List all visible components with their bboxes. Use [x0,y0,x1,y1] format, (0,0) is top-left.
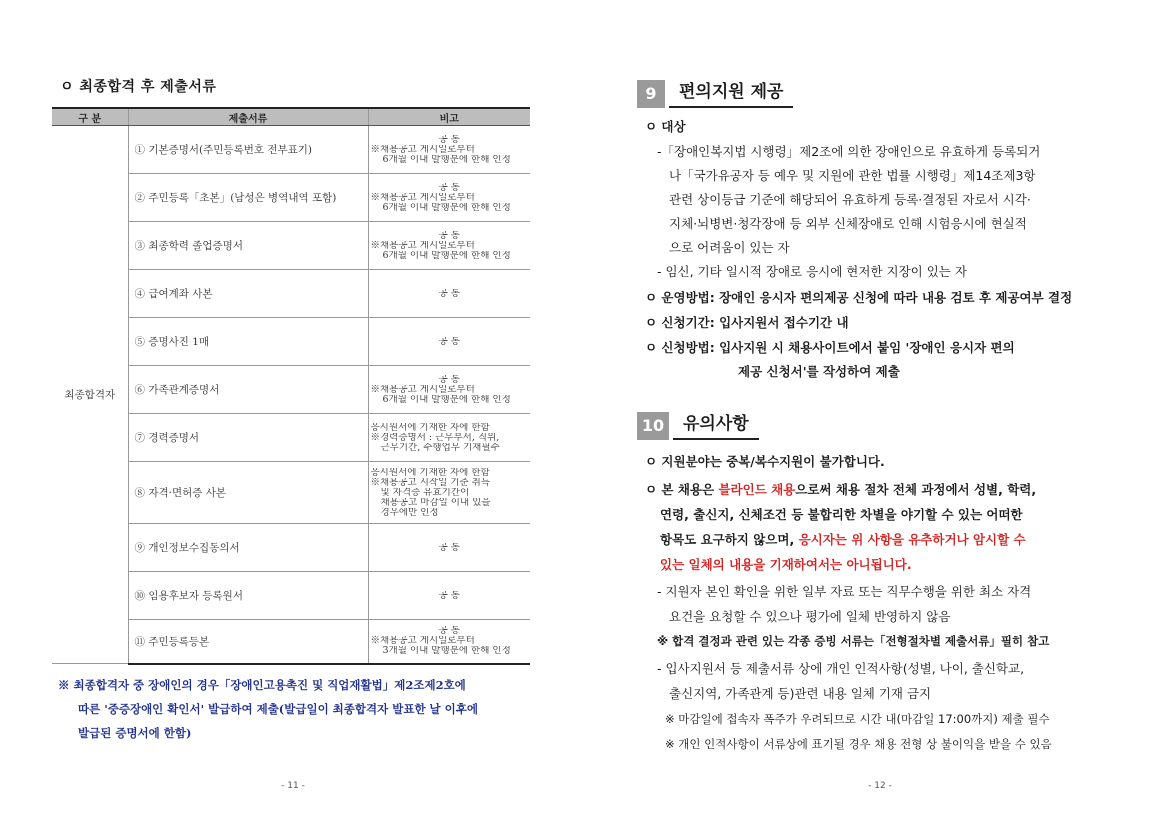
page-number: - 12 - [868,781,892,791]
note-cell [368,222,530,270]
section-title: 유의사항 [673,410,759,440]
section-10-header [637,410,759,440]
target-line: 나「국가유공자 등 예우 및 지원에 관한 법률 시행령」제14조제3항 [669,168,1036,183]
note-cell [368,318,530,366]
category-final-passers: 최종합격자 [52,126,128,664]
section-9-header [637,78,793,108]
note-line: 6개월 이내 발행분에 한해 인정 [382,394,511,405]
section-number-badge: 10 [637,412,669,440]
target-line: 관련 상이등급 기준에 해당되어 유효하게 등록·결정된 자로서 시각· [669,192,1031,207]
required-docs-note: ※ 합격 결정과 관련 있는 각종 증빙 서류는「전형절차별 제출서류」필히 참고 [657,634,1050,648]
final-docs-table [52,107,530,665]
target-line: -「장애인복지법 시행령」제2조에 의한 장애인으로 유효하게 등록되거 [657,144,1041,159]
table-header-row [52,108,530,126]
deadline-note: ※ 마감일에 접속자 폭주가 우려되므로 시간 내(마감일 17:00까지) 제출 필수 [665,712,1050,726]
text-segment: 으로써 채용 절차 전체 과정에서 성별, 학력, [795,482,1037,497]
right-page [585,0,1170,827]
target-line: 지체·뇌병변·청각장애 등 외부 신체장애로 인해 시험응시에 현실적 [669,216,1027,231]
doc-cell: ⑧ 자격·면허증 사본 [128,462,368,524]
note-line: 6개월 이내 발행분에 한해 인정 [382,250,511,261]
operation-method: ㅇ 운영방법: 장애인 응시자 편의제공 신청에 따라 내용 검토 후 제공여부 결정 [645,290,1073,305]
note-line: ※채용공고 게시일로부터 [370,636,475,647]
doc-cell: ⑥ 가족관계증명서 [128,366,368,414]
application-method-cont: 제공 신청서'를 작성하여 제출 [738,364,900,379]
doc-cell: ⑦ 경력증명서 [128,414,368,462]
note-line: 근무기간, 수행업무 기재필수 [380,442,500,453]
warning-highlight: 응시자는 위 사항을 유추하거나 암시할 수 [798,532,1026,547]
note-line: 공 통 [438,542,460,553]
note-line: 채용공고 마감일 이내 있을 [380,497,491,508]
doc-cell: ④ 급여계좌 사본 [128,270,368,318]
doc-cell: ⑤ 증명사진 1매 [128,318,368,366]
note-line: 공 통 [438,336,460,347]
section-title: 편의지원 제공 [669,78,793,108]
text-segment: 항목도 요구하지 않으며, [660,532,799,547]
section-heading-final-docs: ㅇ 최종합격 후 제출서류 [60,79,217,95]
page-number: - 11 - [281,781,305,791]
doc-cell: ① 기본증명서(주민등록번호 전부표기) [128,126,368,174]
application-method: ㅇ 신청방법: 입사지원 시 채용사이트에서 붙임 '장애인 응시자 편의 [645,340,1015,355]
note-line: 공 통 [438,134,460,145]
sub-item-line: 요건을 요청할 수 있으나 평가에 일체 반영하지 않음 [669,609,951,624]
blind-hiring-line: 연령, 출신지, 신체조건 등 불합리한 차별을 야기할 수 있는 어떠한 [660,507,1023,522]
note-cell [368,524,530,572]
note-line: 경우에만 인정 [380,507,439,518]
note-line: 및 자격증 유효기간이 [380,487,470,498]
note-line: 3개월 이내 발행분에 한해 인정 [382,646,511,657]
note-line: 6개월 이내 발행분에 한해 인정 [382,202,511,213]
note-cell [368,620,530,664]
header-document: 제출서류 [128,108,368,126]
table-row [52,126,530,174]
blind-hiring-line [645,480,1036,498]
note-cell [368,270,530,318]
note-line: 공 통 [438,374,460,385]
section-number-badge: 9 [637,80,665,108]
notice-line: ※ 최종합격자 중 장애인의 경우「장애인고용촉진 및 직업재활법」제2조제2호에 [58,678,466,692]
doc-cell: ⑨ 개인정보수집동의서 [128,524,368,572]
warning-highlight: 있는 일체의 내용을 기재하여서는 아니됩니다. [660,557,912,572]
blind-hiring-line [660,530,1026,548]
disabled-applicant-notice [58,673,548,745]
note-cell [368,174,530,222]
note-cell [368,414,530,462]
note-line: 공 통 [438,288,460,299]
notice-line: 따른 '중증장애인 확인서' 발급하여 제출(발급일이 최종합격자 발표한 날 이후에 [78,702,478,716]
note-line: 공 통 [438,590,460,601]
notice-line: 발급된 증명서에 한함) [78,726,192,740]
note-cell [368,126,530,174]
doc-cell: ⑪ 주민등록등본 [128,620,368,664]
sub-item-line: - 지원자 본인 확인을 위한 일부 자료 또는 직무수행을 위한 최소 자격 [657,584,1032,599]
note-line: 응시원서에 기재한 자에 한함 [370,467,490,478]
note-line: 공 통 [438,230,460,241]
note-line: 응시원서에 기재한 자에 한함 [370,422,490,433]
note-line: ※경력증명서 : 근무부서, 직위, [370,432,500,443]
application-period: ㅇ 신청기간: 입사지원서 접수기간 내 [645,315,849,330]
sub-item-line: 출신지역, 가족관계 등)관련 내용 일체 기재 금지 [669,686,932,701]
blind-hiring-highlight: 블라인드 채용 [718,482,796,497]
note-line: ※채용공고 게시일로부터 [370,240,475,251]
header-note: 비고 [368,108,530,126]
note-line: ※채용공고 게시일로부터 [370,144,475,155]
note-line: 공 통 [438,182,460,193]
target-line: - 임신, 기타 일시적 장애로 응시에 현저한 지장이 있는 자 [657,264,967,279]
note-cell [368,366,530,414]
note-cell [368,572,530,620]
note-line: ※채용공고 게시일로부터 [370,384,475,395]
doc-cell: ③ 최종학력 졸업증명서 [128,222,368,270]
target-line: 으로 어려움이 있는 자 [669,240,790,255]
note-line: 공 통 [438,626,460,637]
text-segment: ㅇ 본 채용은 [645,482,719,497]
doc-cell: ⑩ 임용후보자 등록원서 [128,572,368,620]
notice-no-duplicate: ㅇ 지원분야는 중복/복수지원이 불가합니다. [645,454,885,469]
personal-info-note: ※ 개인 인적사항이 서류상에 표기될 경우 채용 전형 상 불이익을 받을 수 있음 [665,737,1052,751]
note-line: 6개월 이내 발행분에 한해 인정 [382,154,511,165]
sub-item-line: - 입사지원서 등 제출서류 상에 개인 인적사항(성별, 나이, 출신학교, [657,661,1025,676]
note-line: ※채용공고 시작일 기준 취득 [370,477,491,488]
header-category: 구 분 [52,108,128,126]
note-cell [368,462,530,524]
target-heading: ㅇ 대상 [645,119,686,134]
note-line: ※채용공고 게시일로부터 [370,192,475,203]
doc-cell: ② 주민등록「초본」(남성은 병역내역 포함) [128,174,368,222]
